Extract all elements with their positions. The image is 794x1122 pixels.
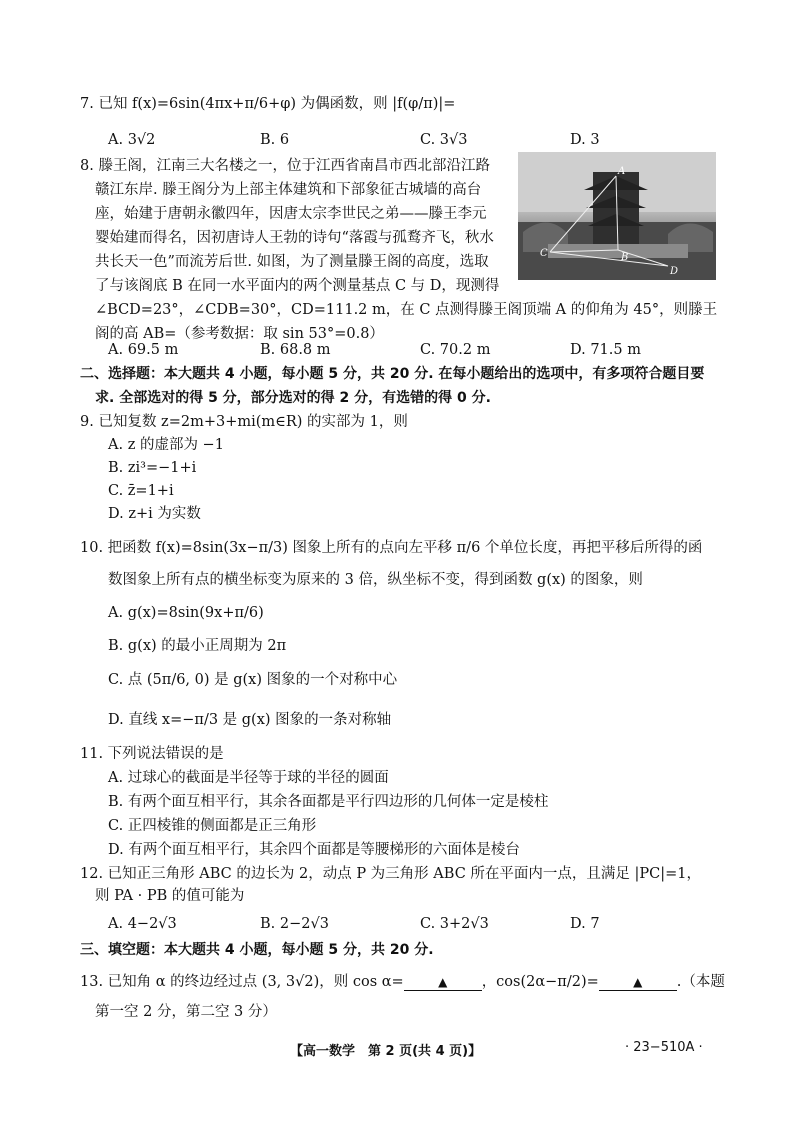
q7-option-c: C. 3√3 — [420, 132, 468, 148]
q9-option-a: A. z 的虚部为 −1 — [108, 437, 224, 453]
q12-option-d: D. 7 — [570, 916, 600, 932]
q9-option-d: D. z+i 为实数 — [108, 506, 201, 522]
q8-line-6: 了与该阁底 B 在同一水平面内的两个测量基点 C 与 D，现测得 — [95, 278, 500, 294]
paper-code: · 23−510A · — [625, 1040, 703, 1055]
q12-options — [108, 914, 708, 934]
q12-line-2: 则 PA · PB 的值可能为 — [95, 888, 245, 904]
q10-option-b: B. g(x) 的最小正周期为 2π — [108, 638, 287, 654]
q8-line-2: 赣江东岸. 滕王阁分为上部主体建筑和下部象征古城墙的高台 — [95, 182, 482, 198]
q13-blank-1[interactable]: ▲ — [404, 974, 482, 991]
q8-line-1: 8. 滕王阁，江南三大名楼之一，位于江西省南昌市西北部沿江路 — [80, 158, 490, 174]
q11-option-d: D. 有两个面互相平行，其余四个面都是等腰梯形的六面体是棱台 — [108, 842, 520, 858]
q8-line-4: 婴始建而得名，因初唐诗人王勃的诗句“落霞与孤鹜齐飞，秋水 — [95, 230, 494, 246]
q10-option-a: A. g(x)=8sin(9x+π/6) — [108, 605, 264, 621]
photo-label-b: B — [621, 252, 629, 263]
q8-line-7: ∠BCD=23°，∠CDB=30°，CD=111.2 m，在 C 点测得滕王阁顶端 A 的仰角为 45°，则滕王 — [95, 302, 718, 318]
q7-option-b: B. 6 — [260, 132, 290, 148]
photo-label-a: A — [618, 166, 626, 177]
q13-stem-middle: ，cos(2α−π/2)= — [481, 974, 599, 990]
q10-option-c: C. 点 (5π/6, 0) 是 g(x) 图象的一个对称中心 — [108, 672, 398, 688]
q7-options — [108, 130, 708, 150]
q7-option-a: A. 3√2 — [108, 132, 156, 148]
q9-option-c: C. z̄=1+i — [108, 483, 174, 499]
photo-label-d: D — [670, 266, 679, 277]
page-footer: 【高一数学 第 2 页(共 4 页)】 — [290, 1044, 482, 1059]
q12-line-1: 12. 已知正三角形 ABC 的边长为 2，动点 P 为三角形 ABC 所在平面内一点，且满足 |PC|=1， — [80, 866, 701, 882]
q8-line-3: 座，始建于唐朝永徽四年，因唐太宗李世民之弟——滕王李元 — [95, 206, 487, 222]
q8-option-b: B. 68.8 m — [260, 342, 331, 358]
q8-option-d: D. 71.5 m — [570, 342, 641, 358]
section-2-title-line-2: 求. 全部选对的得 5 分，部分选对的得 2 分，有选错的得 0 分. — [95, 390, 491, 406]
q13-stem: 13. 已知角 α 的终边经过点 (3, 3√2)，则 cos α= — [80, 974, 404, 990]
q9-option-b: B. zi³=−1+i — [108, 460, 197, 476]
q7-stem: 7. 已知 f(x)=6sin(4πx+π/6+φ) 为偶函数，则 |f(φ/π)|= — [80, 96, 456, 112]
q7-option-d: D. 3 — [570, 132, 600, 148]
q11-option-b: B. 有两个面互相平行，其余各面都是平行四边形的几何体一定是棱柱 — [108, 794, 549, 810]
q10-line-2: 数图象上所有点的横坐标变为原来的 3 倍，纵坐标不变，得到函数 g(x) 的图象，则 — [108, 572, 643, 588]
q11-option-c: C. 正四棱锥的侧面都是正三角形 — [108, 818, 317, 834]
q8-option-c: C. 70.2 m — [420, 342, 491, 358]
q9-stem: 9. 已知复数 z=2m+3+mi(m∈R) 的实部为 1，则 — [80, 414, 408, 430]
q12-option-b: B. 2−2√3 — [260, 916, 329, 932]
q8-option-a: A. 69.5 m — [108, 342, 179, 358]
q8-line-8: 阁的高 AB=（参考数据：取 sin 53°=0.8） — [95, 326, 384, 342]
q11-stem: 11. 下列说法错误的是 — [80, 746, 224, 762]
q13-blank-2[interactable]: ▲ — [599, 974, 677, 991]
q10-option-d: D. 直线 x=−π/3 是 g(x) 图象的一条对称轴 — [108, 712, 392, 728]
q13-line-1 — [80, 972, 725, 992]
q13-line-2: 第一空 2 分，第二空 3 分） — [95, 1004, 277, 1020]
q8-line-5: 共长天一色”而流芳后世. 如图，为了测量滕王阁的高度，选取 — [95, 254, 489, 270]
q12-option-a: A. 4−2√3 — [108, 916, 177, 932]
q13-score-note: .（本题 — [676, 974, 725, 990]
q12-option-c: C. 3+2√3 — [420, 916, 489, 932]
q8-options — [108, 340, 708, 360]
pavilion-illustration — [518, 152, 716, 280]
section-2-title-line-1: 二、选择题：本大题共 4 小题，每小题 5 分，共 20 分. 在每小题给出的选项中，有多项符合题目要 — [80, 366, 705, 382]
section-3-title: 三、填空题：本大题共 4 小题，每小题 5 分，共 20 分. — [80, 942, 434, 958]
photo-label-c: C — [540, 248, 548, 259]
tengwang-pavilion-photo — [518, 152, 716, 280]
q11-option-a: A. 过球心的截面是半径等于球的半径的圆面 — [108, 770, 389, 786]
q10-line-1: 10. 把函数 f(x)=8sin(3x−π/3) 图象上所有的点向左平移 π/6 个单位长度，再把平移后所得的函 — [80, 540, 703, 556]
